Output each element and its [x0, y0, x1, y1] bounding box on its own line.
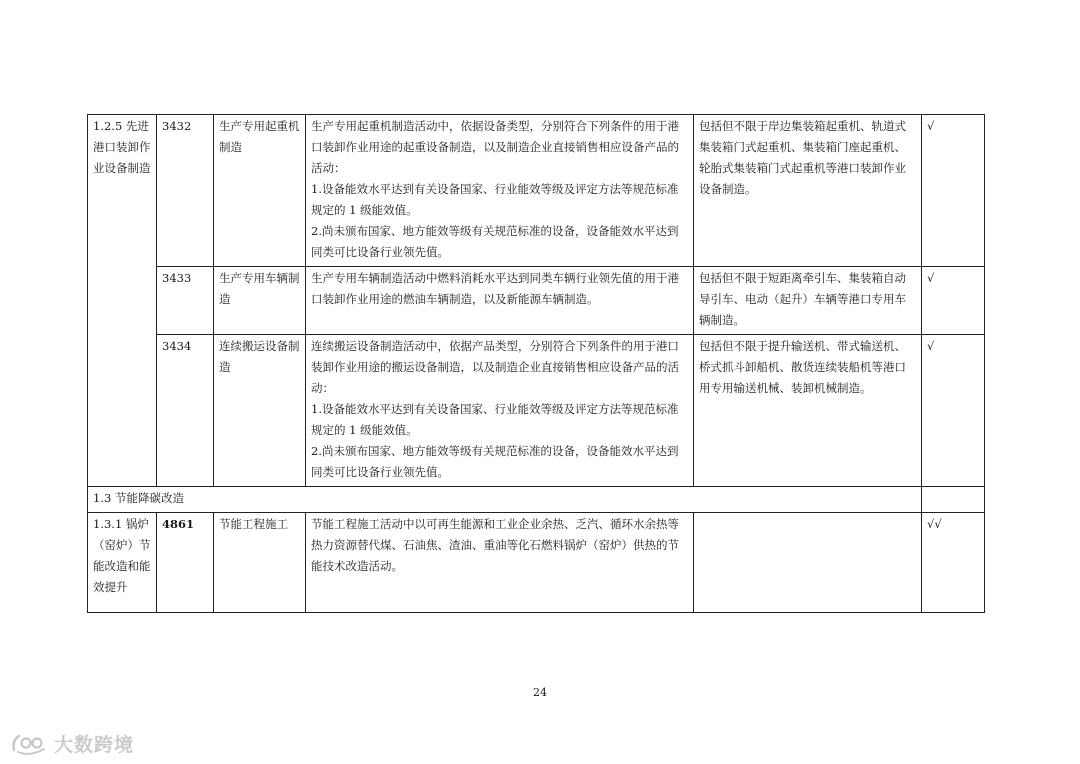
check-mark: √√ [922, 513, 985, 613]
description-cell: 节能工程施工活动中以可再生能源和工业企业余热、乏汽、循环水余热等热力资源替代煤、石油焦、渣油、重油等化石燃料锅炉（窑炉）供热的节能技术改造活动。 [306, 513, 694, 613]
note-cell: 包括但不限于短距离牵引车、集装箱自动导引车、电动（起升）车辆等港口专用车辆制造。 [694, 267, 922, 335]
condition-2: 2.尚未颁布国家、地方能效等级有关规范标准的设备，设备能效水平达到同类可比设备行业领先值。 [311, 444, 679, 479]
note-cell [694, 513, 922, 613]
table-row [88, 335, 985, 487]
industry-name: 连续搬运设备制造 [214, 335, 306, 487]
description-text: 连续搬运设备制造活动中，依据产品类型，分别符合下列条件的用于港口装卸作业用途的搬运设备制造，以及制造企业直接销售相应设备产品的活动： [311, 339, 679, 395]
section-header: 1.3 节能降碳改造 [88, 487, 922, 513]
condition-2: 2.尚未颁布国家、地方能效等级有关规范标准的设备，设备能效水平达到同类可比设备行业领先值。 [311, 224, 679, 259]
check-mark: √ [922, 267, 985, 335]
note-cell: 包括但不限于岸边集装箱起重机、轨道式集装箱门式起重机、集装箱门座起重机、轮胎式集装箱门式起重机等港口装卸作业设备制造。 [694, 115, 922, 267]
condition-1: 1.设备能效水平达到有关设备国家、行业能效等级及评定方法等规范标准规定的 1 级能效值。 [311, 182, 679, 217]
watermark-text: 大数跨境 [54, 733, 135, 756]
table-row [88, 115, 985, 267]
check-mark: √ [922, 115, 985, 267]
industry-name: 节能工程施工 [214, 513, 306, 613]
industry-name: 生产专用车辆制造 [214, 267, 306, 335]
watermark [10, 726, 150, 760]
condition-1: 1.设备能效水平达到有关设备国家、行业能效等级及评定方法等规范标准规定的 1 级能效值。 [311, 402, 679, 437]
empty-cell [922, 487, 985, 513]
watermark-logo-icon [10, 730, 50, 756]
description-cell [306, 335, 694, 487]
industry-code: 3434 [157, 335, 214, 487]
description-text: 生产专用起重机制造活动中，依据设备类型，分别符合下列条件的用于港口装卸作业用途的起重设备制造，以及制造企业直接销售相应设备产品的活动： [311, 119, 679, 175]
check-mark: √ [922, 335, 985, 487]
industry-code: 3433 [157, 267, 214, 335]
page-number: 24 [533, 686, 547, 699]
classification-table [87, 114, 985, 613]
category-cell: 1.2.5 先进港口装卸作业设备制造 [88, 115, 157, 487]
description-cell: 生产专用车辆制造活动中燃料消耗水平达到同类车辆行业领先值的用于港口装卸作业用途的燃油车辆制造，以及新能源车辆制造。 [306, 267, 694, 335]
description-cell [306, 115, 694, 267]
category-cell: 1.3.1 锅炉（窑炉）节能改造和能效提升 [88, 513, 157, 613]
industry-code: 3432 [157, 115, 214, 267]
section-header-row [88, 487, 985, 513]
industry-name: 生产专用起重机制造 [214, 115, 306, 267]
table-row [88, 267, 985, 335]
industry-code: 4861 [157, 513, 214, 613]
table-row [88, 513, 985, 613]
note-cell: 包括但不限于提升输送机、带式输送机、桥式抓斗卸船机、散货连续装船机等港口用专用输送机械、装卸机械制造。 [694, 335, 922, 487]
